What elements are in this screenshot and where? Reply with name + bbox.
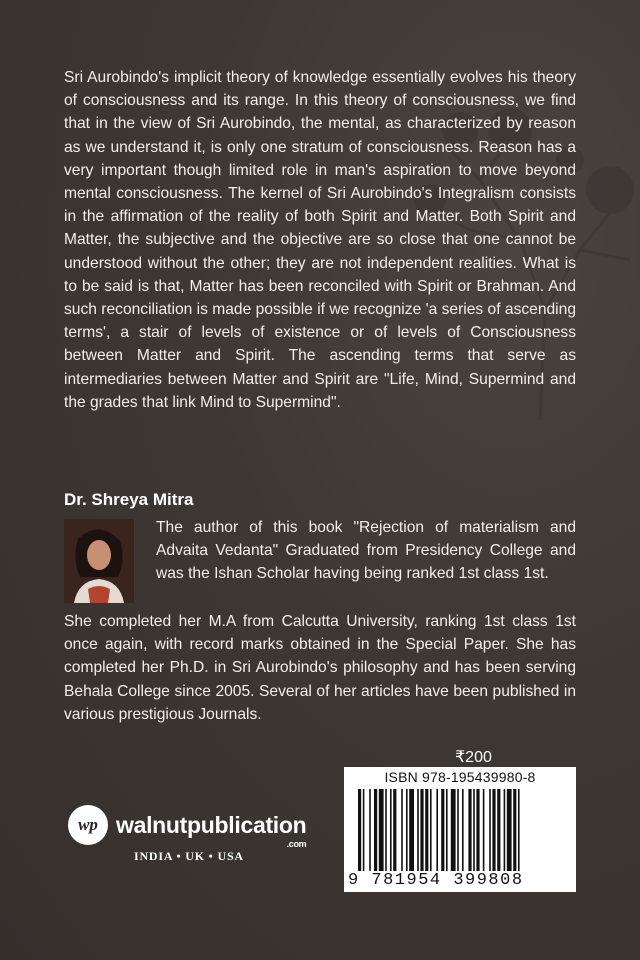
barcode-bar [409,789,414,871]
barcode-bar [468,789,471,871]
barcode-bar [401,789,403,871]
barcode-bar [462,789,464,871]
barcode-bar [379,789,384,871]
barcode-bar [430,789,432,871]
publisher-wordmark: walnutpublication [116,811,307,838]
barcode-bar [417,789,419,871]
barcode-bar [358,789,361,871]
barcode-bar [518,789,520,871]
barcode-bar [492,789,495,871]
barcode-bar [483,789,485,871]
barcode-bar [436,789,438,871]
barcode-bar [406,789,408,871]
barcode-digits: 9 781954 399808 [348,871,524,890]
barcode-bar [451,789,456,871]
logo-mark: wp [78,815,98,834]
barcode-bar [425,789,428,871]
barcode-bar [473,789,475,871]
barcode-bar [390,789,392,871]
barcode-bar [385,789,387,871]
publisher-name [116,811,307,849]
publisher-regions: INDIA • UK • USA [134,849,244,863]
price-label: ₹200 [455,749,492,766]
author-bio-detail: She completed her M.A from Calcutta University, ranking 1st class 1st once again, with record marks obtained in the Special Paper. She has completed her Ph.D. in Sri Aurobindo's philosophy and has been serving Behala College since 2005. Several of her articles have been published in various prestigious Journals. [64,613,576,723]
barcode-bar [374,789,377,871]
barcode-bar [457,789,459,871]
barcode [344,767,576,892]
barcode-bar [446,789,448,871]
barcode-bar [504,789,506,871]
barcode-bar [393,789,396,871]
barcode-bar [369,789,371,871]
walnut-logo-icon [68,805,108,845]
barcode-bar [507,789,512,871]
back-cover-blurb: Sri Aurobindo's implicit theory of knowledge essentially evolves his theory of consciousness and its range. In this theory of consciousness, we find that in the view of Sri Aurobindo, the mental, as characterized by reason as we understand it, is only one stratum of consciousness. Reason has a very important though limited role in man's aspiration to move beyond mental consciousness. The kernel of Sri Aurobindo's Integralism consists in the affirmation of the reality of both Spirit and Matter. Both Spirit and Matter, the subjective and the objective are so close that one cannot be understood without the other; they are not independent realities. What is to be said is that, Matter has been reconciled with Spirit or Brahman. And such reconciliation is made possible if we recognize 'a series of ascending terms', a stair of levels of existence or of levels of Consciousness between Matter and Spirit. The ascending terms that serve as intermediaries between Matter and Spirit are "Life, Mind, Supermind and the grades that link Mind to Supermind". [64,69,576,411]
barcode-bar [420,789,423,871]
barcode-bar [441,789,444,871]
publisher-tld: .com [286,838,307,849]
author-bio-intro: The author of this book "Rejection of materialism and Advaita Vedanta" Graduated from Presidency College and was the Ishan Scholar having being ranked 1st class 1st. [156,519,576,583]
barcode-bar [476,789,479,871]
barcode-bar [497,789,500,871]
isbn-label: ISBN 978-195439980-8 [384,769,536,785]
barcode-bar [513,789,516,871]
author-name: Dr. Shreya Mitra [64,490,194,509]
author-photo [64,519,134,603]
barcode-bar [489,789,491,871]
barcode-bar [363,789,365,871]
barcode-bars [358,789,562,871]
publisher-logo [68,802,306,848]
